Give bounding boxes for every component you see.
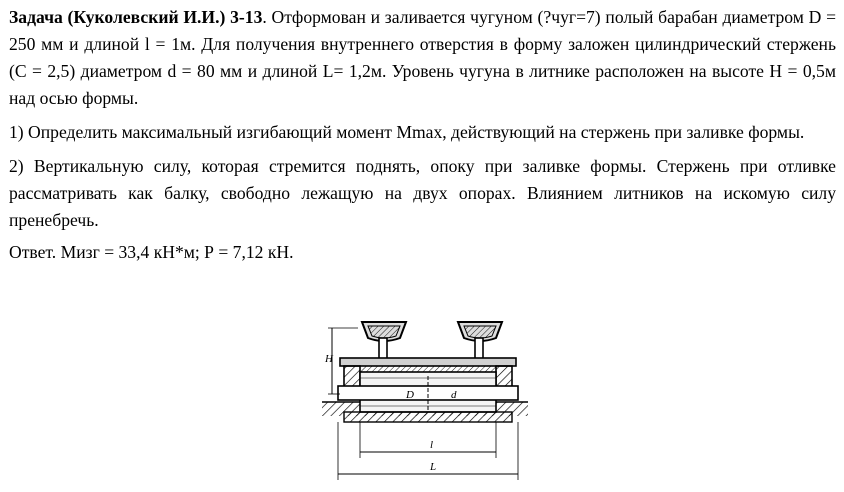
label-h: H (325, 353, 333, 365)
problem-title: Задача (Куколевский И.И.) 3-13 (9, 7, 263, 27)
answer: Ответ. Мизг = 33,4 кН*м; Р = 7,12 кН. (9, 242, 294, 262)
label-outer-diameter: D (406, 389, 414, 401)
problem-body: . Отформован и заливается чугуном (?чуг=7) полый барабан диаметром D = 250 мм и длиной l = 1м. Для получения внутреннего отверстия в форму заложен цилиндрический стержень (C = 2,5) диаметром d = 80 мм и длиной L= 1,2м. Уровень чугуна в литнике расположен на высоте H = 0,5м над осью формы. (9, 7, 836, 108)
question-1: 1) Определить максимальный изгибающий момент Mmax, действующий на стержень при заливке формы. (9, 122, 805, 142)
label-inner-diameter: d (451, 389, 457, 401)
casting-mold-drawing (318, 318, 532, 490)
label-core-length: L (430, 461, 437, 473)
dimension-core-length (338, 422, 518, 480)
casting-mold-figure (318, 318, 532, 490)
lower-flask (344, 412, 512, 422)
problem-statement (9, 4, 836, 112)
dimension-l (360, 422, 496, 458)
problem-text (9, 4, 836, 266)
question-2: 2) Вертикальную силу, которая стремится поднять, опоку при заливке формы. Стержень при отливке рассматривать как балку, свободно лежащую на двух опорах. Влиянием литников на искомую силу пренебречь. (9, 156, 836, 230)
label-drum-length: l (430, 439, 434, 451)
